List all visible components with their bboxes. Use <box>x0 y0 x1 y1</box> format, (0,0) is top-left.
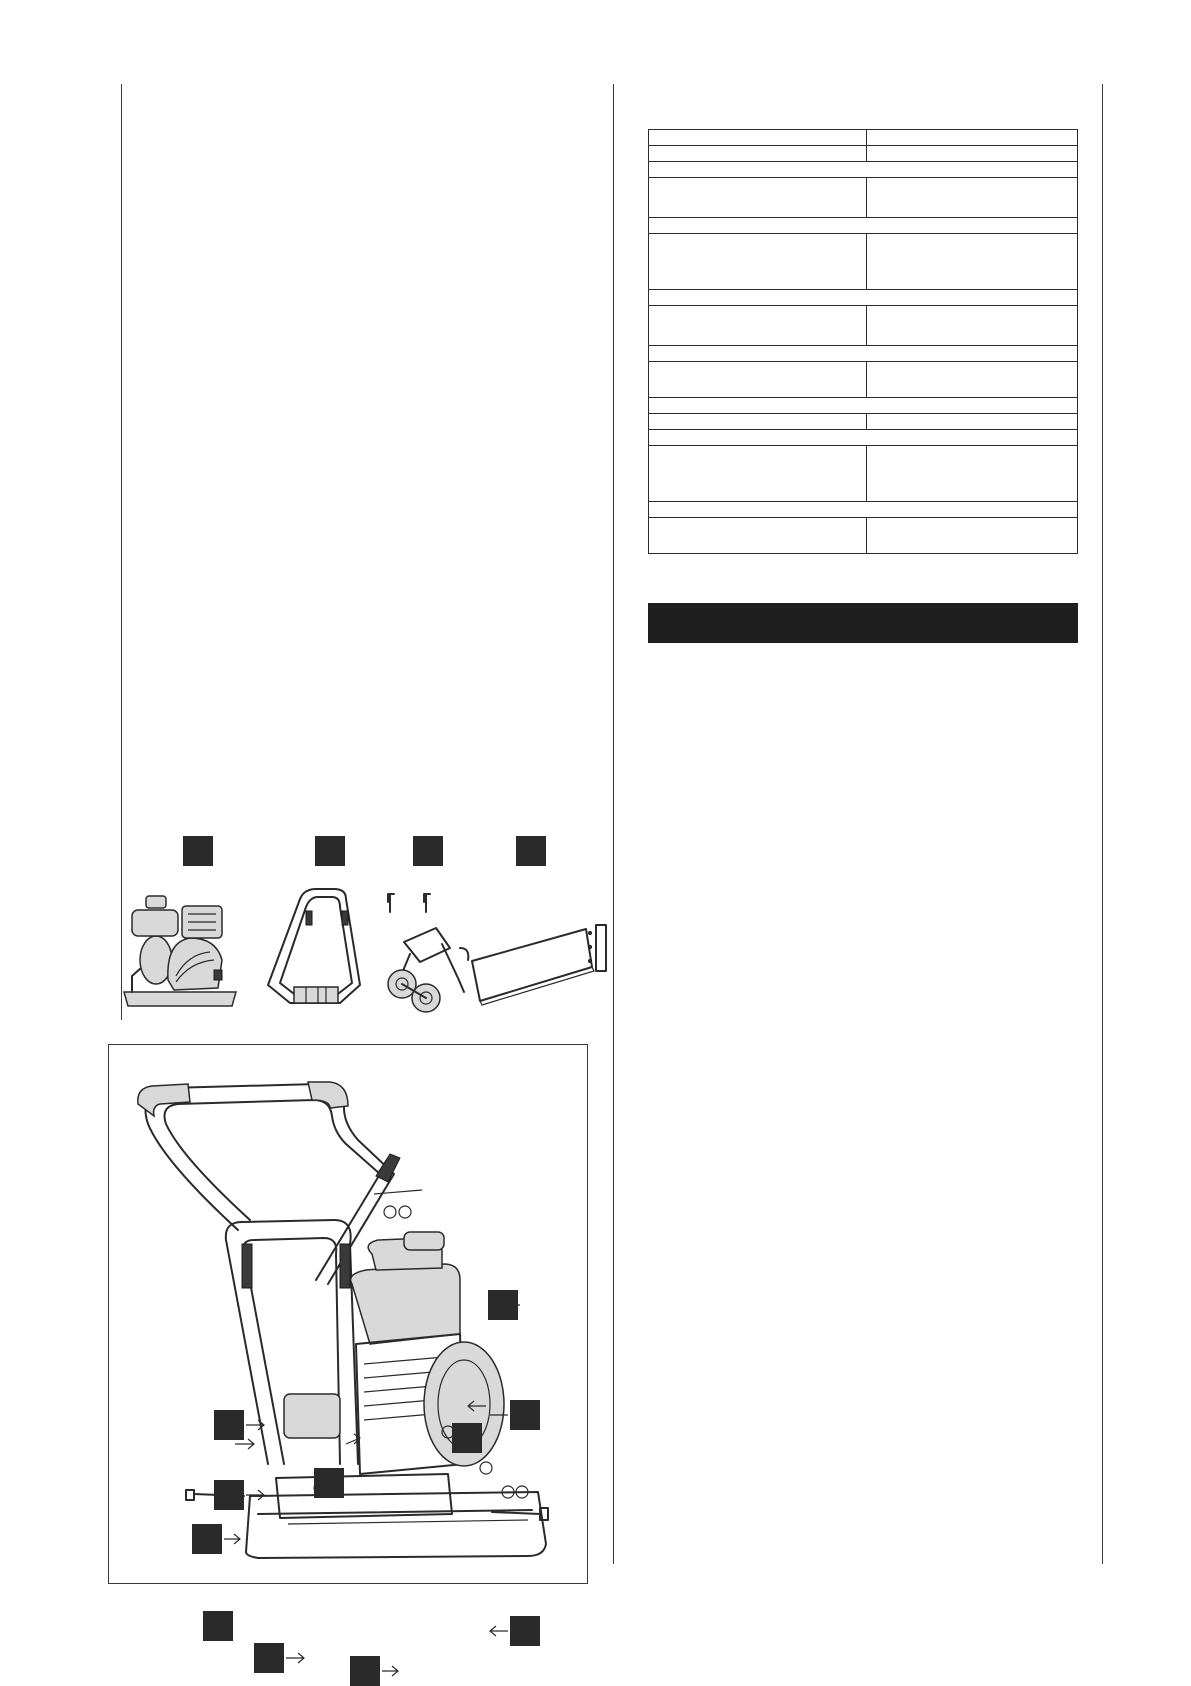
assembly-tag-2 <box>314 1468 344 1498</box>
spec-section-cell <box>649 290 1078 306</box>
spec-table-row <box>649 146 1078 162</box>
spec-table-row <box>649 398 1078 414</box>
spec-table-row <box>649 178 1078 218</box>
spec-value-cell <box>867 178 1078 218</box>
part-tag-2 <box>315 836 345 866</box>
spec-table-row <box>649 162 1078 178</box>
part-tag-1 <box>183 836 213 866</box>
spec-label-cell <box>649 362 867 398</box>
spec-value-cell <box>867 306 1078 346</box>
center-divider-left <box>613 84 614 1564</box>
spec-section-cell <box>649 398 1078 414</box>
spec-label-cell <box>649 518 867 554</box>
specification-table <box>648 129 1078 554</box>
spec-value-cell <box>867 362 1078 398</box>
assembly-tag-1 <box>452 1423 482 1453</box>
spec-table-row <box>649 502 1078 518</box>
wheel-kit-drawing <box>380 888 480 1016</box>
spec-table-row <box>649 518 1078 554</box>
spec-table-row <box>649 414 1078 430</box>
spec-table-row <box>649 430 1078 446</box>
spec-table-row <box>649 346 1078 362</box>
spec-section-cell <box>649 346 1078 362</box>
spec-section-cell <box>649 218 1078 234</box>
section-banner <box>648 603 1078 643</box>
spec-label-cell <box>649 306 867 346</box>
center-divider-right <box>1102 84 1103 1564</box>
spec-table-row <box>649 130 1078 146</box>
spec-label-cell <box>649 130 867 146</box>
spec-label-cell <box>649 414 867 430</box>
part-tag-4 <box>516 836 546 866</box>
assembly-tag-8 <box>214 1410 244 1440</box>
part-tag-3 <box>413 836 443 866</box>
assembly-tag-6 <box>510 1616 540 1646</box>
spec-label-cell <box>649 146 867 162</box>
assembly-tag-10 <box>192 1524 222 1554</box>
spec-section-cell <box>649 162 1078 178</box>
compactor-unit-drawing <box>118 880 243 1015</box>
spec-table-row <box>649 234 1078 290</box>
spec-table-row <box>649 362 1078 398</box>
assembly-tag-4 <box>254 1643 284 1673</box>
spec-value-cell <box>867 146 1078 162</box>
assembly-tag-11 <box>488 1290 518 1320</box>
assembly-tag-5 <box>350 1656 380 1686</box>
spec-table-row <box>649 306 1078 346</box>
spec-table-row <box>649 218 1078 234</box>
spec-value-cell <box>867 446 1078 502</box>
pad-plate-drawing <box>468 915 618 1011</box>
spec-value-cell <box>867 234 1078 290</box>
assembly-tag-7 <box>510 1400 540 1430</box>
spec-table-row <box>649 290 1078 306</box>
spec-label-cell <box>649 178 867 218</box>
assembly-tag-3 <box>203 1611 233 1641</box>
spec-value-cell <box>867 414 1078 430</box>
spec-section-cell <box>649 502 1078 518</box>
spec-table-row <box>649 446 1078 502</box>
spec-section-cell <box>649 430 1078 446</box>
spec-value-cell <box>867 130 1078 146</box>
spec-value-cell <box>867 518 1078 554</box>
handle-frame-drawing <box>260 885 370 1015</box>
spec-label-cell <box>649 234 867 290</box>
spec-label-cell <box>649 446 867 502</box>
assembly-tag-9 <box>214 1480 244 1510</box>
